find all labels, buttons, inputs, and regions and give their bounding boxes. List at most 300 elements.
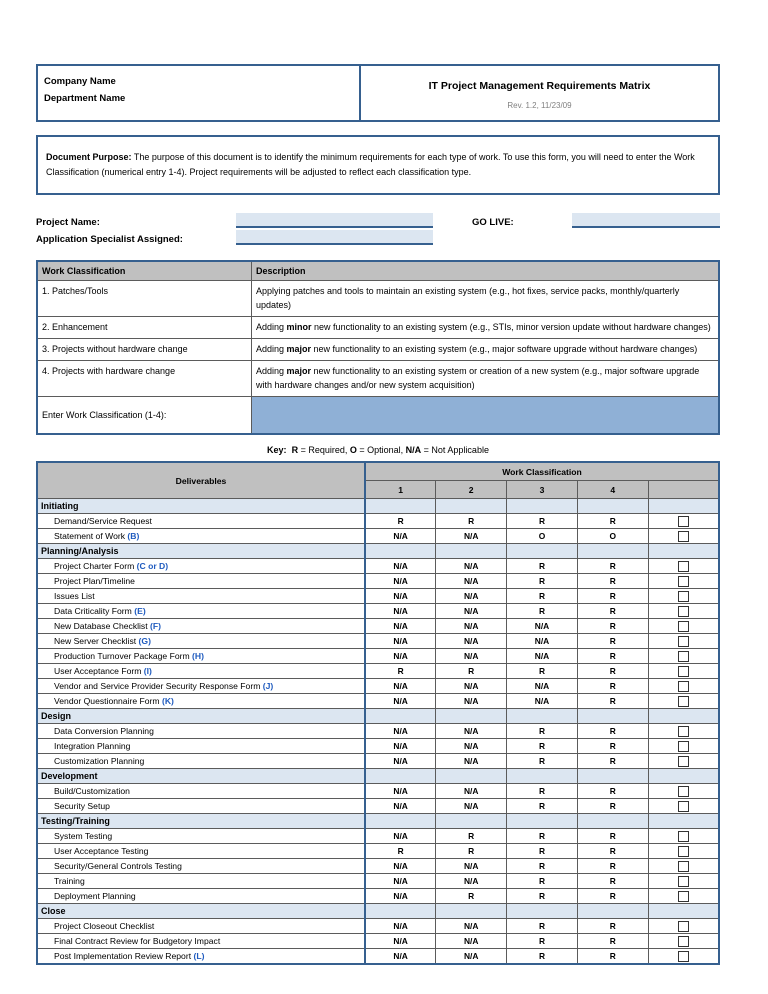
table-row (37, 889, 719, 904)
checkbox-icon[interactable] (678, 786, 689, 797)
checkbox-icon[interactable] (678, 891, 689, 902)
requirement-value-class-1: N/A (365, 859, 436, 874)
deliverable-label-cell (37, 934, 365, 949)
requirement-value-class-1: N/A (365, 559, 436, 574)
deliverable-form-code: (L) (193, 951, 205, 961)
requirement-value-class-3: R (507, 934, 578, 949)
deliverables-section-spacer-cell (648, 769, 719, 784)
checkbox-icon[interactable] (678, 666, 689, 677)
requirement-value-class-1: N/A (365, 619, 436, 634)
table-row (37, 739, 719, 754)
requirement-value-class-1: N/A (365, 949, 436, 965)
checkbox-icon[interactable] (678, 936, 689, 947)
requirement-value-class-4: O (577, 529, 648, 544)
table-row (37, 829, 719, 844)
dv-header-deliverables: Deliverables (37, 462, 365, 499)
checkbox-icon[interactable] (678, 681, 689, 692)
deliverable-label: Project Closeout Checklist (54, 921, 155, 931)
checkbox-icon[interactable] (678, 651, 689, 662)
deliverables-section-spacer-cell (648, 544, 719, 559)
requirement-value-class-2: N/A (436, 559, 507, 574)
deliverables-section-spacer-cell (365, 814, 436, 829)
requirement-value-class-2: R (436, 889, 507, 904)
requirement-value-class-4: R (577, 634, 648, 649)
table-row (37, 754, 719, 769)
requirement-value-class-2: N/A (436, 604, 507, 619)
checkbox-icon[interactable] (678, 636, 689, 647)
wc-classification-cell: 4. Projects with hardware change (37, 361, 252, 397)
deliverable-checkbox-cell[interactable] (648, 754, 719, 769)
deliverable-checkbox-cell[interactable] (648, 529, 719, 544)
wc-row (37, 339, 719, 361)
document-purpose-label: Document Purpose: (46, 152, 132, 162)
requirement-value-class-2: N/A (436, 919, 507, 934)
deliverable-label-cell (37, 514, 365, 529)
wc-desc-post: new functionality to an existing system (e.g., STIs, minor version update without hardware changes) (311, 322, 711, 332)
requirement-value-class-4: R (577, 874, 648, 889)
deliverables-section-label: Planning/Analysis (37, 544, 365, 559)
deliverable-checkbox-cell[interactable] (648, 619, 719, 634)
table-row (37, 694, 719, 709)
deliverable-label-cell (37, 724, 365, 739)
deliverables-section-spacer-cell (436, 814, 507, 829)
deliverable-label: New Database Checklist (54, 621, 151, 631)
requirement-value-class-1: N/A (365, 829, 436, 844)
department-name: Department Name (44, 93, 126, 104)
deliverable-label: Customization Planning (54, 756, 145, 766)
deliverable-label-cell (37, 574, 365, 589)
requirement-value-class-3: O (507, 529, 578, 544)
requirement-value-class-4: R (577, 559, 648, 574)
requirement-value-class-1: N/A (365, 574, 436, 589)
requirement-value-class-1: N/A (365, 649, 436, 664)
requirement-value-class-2: N/A (436, 934, 507, 949)
deliverables-section-spacer-cell (507, 709, 578, 724)
deliverable-label: Project Charter Form (54, 561, 137, 571)
deliverables-section-spacer-cell (365, 544, 436, 559)
deliverable-checkbox-cell[interactable] (648, 859, 719, 874)
deliverable-label: Security Setup (54, 801, 110, 811)
requirement-value-class-4: R (577, 829, 648, 844)
dv-header-work-classification: Work Classification (365, 462, 719, 481)
requirement-value-class-3: R (507, 604, 578, 619)
deliverable-label-cell (37, 889, 365, 904)
requirement-value-class-1: N/A (365, 934, 436, 949)
document-title-block (361, 66, 718, 120)
wc-desc-pre: Adding (256, 344, 287, 354)
requirement-value-class-2: N/A (436, 634, 507, 649)
deliverable-checkbox-cell[interactable] (648, 919, 719, 934)
deliverable-label: Project Plan/Timeline (54, 576, 135, 586)
requirement-value-class-4: R (577, 574, 648, 589)
deliverable-label-cell (37, 754, 365, 769)
requirement-value-class-4: R (577, 844, 648, 859)
go-live-row (472, 211, 720, 228)
deliverables-section-spacer-cell (436, 499, 507, 514)
deliverables-section-spacer-cell (365, 499, 436, 514)
requirement-value-class-1: R (365, 514, 436, 529)
deliverable-label: Training (54, 876, 85, 886)
key-r-code: R (291, 445, 299, 455)
requirement-value-class-3: R (507, 724, 578, 739)
page-title: IT Project Management Requirements Matrix (428, 80, 651, 92)
deliverables-section-spacer-cell (577, 544, 648, 559)
deliverables-header-row-1 (37, 462, 719, 481)
table-row (37, 514, 719, 529)
wc-desc-post: new functionality to an existing system or creation of a new system (e.g., major software upgrade with hardware changes and/or new system acquisition) (256, 366, 700, 390)
deliverables-section-spacer-cell (365, 709, 436, 724)
requirement-value-class-2: R (436, 664, 507, 679)
deliverable-checkbox-cell[interactable] (648, 949, 719, 965)
requirement-value-class-1: N/A (365, 739, 436, 754)
checkbox-icon[interactable] (678, 921, 689, 932)
document-purpose-body: The purpose of this document is to identify the minimum requirements for each type of work. To use this form, you will need to enter the Work Classification (numerical entry 1-4). Project requirements will be adjusted to reflect each classification type. (46, 152, 695, 177)
requirement-value-class-2: N/A (436, 529, 507, 544)
deliverables-section-spacer-cell (577, 769, 648, 784)
deliverable-checkbox-cell[interactable] (648, 649, 719, 664)
deliverables-section-spacer-cell (365, 769, 436, 784)
requirement-value-class-4: R (577, 589, 648, 604)
checkbox-icon[interactable] (678, 741, 689, 752)
deliverable-label-cell (37, 919, 365, 934)
deliverables-section-spacer-cell (436, 544, 507, 559)
wc-description-cell (252, 339, 720, 361)
checkbox-icon[interactable] (678, 516, 689, 527)
deliverables-section-spacer-cell (648, 814, 719, 829)
deliverable-checkbox-cell[interactable] (648, 604, 719, 619)
requirement-value-class-2: N/A (436, 859, 507, 874)
requirement-value-class-2: N/A (436, 799, 507, 814)
deliverables-table (36, 461, 720, 965)
deliverable-label: User Acceptance Form (54, 666, 144, 676)
requirement-value-class-1: R (365, 664, 436, 679)
requirement-value-class-3: R (507, 829, 578, 844)
deliverable-label: New Server Checklist (54, 636, 139, 646)
key-r-text: = Required, (298, 445, 350, 455)
deliverables-section-spacer-cell (577, 904, 648, 919)
checkbox-icon[interactable] (678, 621, 689, 632)
dv-header-col-4: 4 (577, 481, 648, 499)
requirement-value-class-3: N/A (507, 694, 578, 709)
deliverables-section-row (37, 499, 719, 514)
checkbox-icon[interactable] (678, 591, 689, 602)
deliverable-label-cell (37, 784, 365, 799)
deliverable-label: User Acceptance Testing (54, 846, 149, 856)
work-classification-entry-input[interactable] (252, 397, 720, 435)
table-row (37, 784, 719, 799)
dv-header-col-3: 3 (507, 481, 578, 499)
deliverable-label-cell (37, 679, 365, 694)
table-row (37, 919, 719, 934)
checkbox-icon[interactable] (678, 531, 689, 542)
deliverable-label-cell (37, 649, 365, 664)
deliverables-section-spacer-cell (577, 814, 648, 829)
revision-label: Rev. 1.2, 11/23/09 (507, 101, 572, 110)
requirement-value-class-1: N/A (365, 799, 436, 814)
requirement-value-class-4: R (577, 679, 648, 694)
deliverable-label: Vendor Questionnaire Form (54, 696, 162, 706)
table-row (37, 679, 719, 694)
wc-desc-emphasis: major (286, 344, 312, 354)
requirement-value-class-3: R (507, 949, 578, 965)
dv-header-col-1: 1 (365, 481, 436, 499)
deliverable-label: Statement of Work (54, 531, 128, 541)
deliverable-label-cell (37, 949, 365, 965)
wc-description-cell (252, 281, 720, 317)
deliverable-label-cell (37, 559, 365, 574)
app-specialist-label: Application Specialist Assigned: (36, 234, 183, 245)
requirement-value-class-4: R (577, 784, 648, 799)
requirement-value-class-1: N/A (365, 919, 436, 934)
requirement-value-class-1: N/A (365, 889, 436, 904)
requirement-value-class-3: R (507, 514, 578, 529)
table-row (37, 859, 719, 874)
table-row (37, 529, 719, 544)
deliverable-checkbox-cell[interactable] (648, 589, 719, 604)
requirement-value-class-3: R (507, 754, 578, 769)
wc-header-description: Description (252, 261, 720, 281)
deliverable-checkbox-cell[interactable] (648, 784, 719, 799)
deliverable-form-code: (E) (134, 606, 146, 616)
deliverable-form-code: (C or D) (136, 561, 169, 571)
requirement-value-class-2: N/A (436, 784, 507, 799)
requirement-value-class-3: R (507, 784, 578, 799)
work-classification-header-row (37, 261, 719, 281)
table-row (37, 949, 719, 965)
deliverables-section-spacer-cell (436, 769, 507, 784)
deliverable-label: Demand/Service Request (54, 516, 152, 526)
deliverable-label: Security/General Controls Testing (54, 861, 182, 871)
requirement-value-class-1: N/A (365, 589, 436, 604)
deliverable-label: Production Turnover Package Form (54, 651, 193, 661)
wc-header-classification: Work Classification (37, 261, 252, 281)
deliverables-section-spacer-cell (577, 709, 648, 724)
wc-desc-emphasis: minor (286, 322, 312, 332)
requirement-value-class-4: R (577, 664, 648, 679)
key-prefix: Key: (267, 445, 287, 455)
deliverable-checkbox-cell[interactable] (648, 574, 719, 589)
app-specialist-input[interactable] (236, 230, 433, 245)
requirement-value-class-3: R (507, 574, 578, 589)
deliverable-label: Deployment Planning (54, 891, 136, 901)
deliverable-checkbox-cell[interactable] (648, 724, 719, 739)
deliverable-label-cell (37, 604, 365, 619)
deliverable-form-code: (G) (138, 636, 151, 646)
deliverables-section-row (37, 709, 719, 724)
requirement-value-class-1: N/A (365, 604, 436, 619)
requirement-value-class-3: R (507, 889, 578, 904)
deliverable-form-code: (F) (150, 621, 161, 631)
deliverable-checkbox-cell[interactable] (648, 664, 719, 679)
deliverables-section-spacer-cell (507, 769, 578, 784)
wc-description-cell (252, 317, 720, 339)
requirement-value-class-4: R (577, 799, 648, 814)
table-row (37, 619, 719, 634)
document-purpose-block (36, 135, 720, 195)
requirement-value-class-2: N/A (436, 574, 507, 589)
table-row (37, 574, 719, 589)
requirement-value-class-2: N/A (436, 739, 507, 754)
checkbox-icon[interactable] (678, 756, 689, 767)
deliverable-checkbox-cell[interactable] (648, 844, 719, 859)
go-live-input[interactable] (572, 213, 720, 228)
requirement-value-class-3: R (507, 874, 578, 889)
requirement-value-class-3: N/A (507, 634, 578, 649)
requirement-value-class-3: R (507, 739, 578, 754)
requirement-value-class-2: R (436, 844, 507, 859)
requirement-value-class-1: N/A (365, 679, 436, 694)
document-purpose-text (46, 150, 708, 180)
work-classification-table (36, 260, 720, 435)
deliverable-checkbox-cell[interactable] (648, 634, 719, 649)
checkbox-icon[interactable] (678, 726, 689, 737)
table-row (37, 799, 719, 814)
wc-entry-label: Enter Work Classification (1-4): (37, 397, 252, 435)
deliverable-label: Issues List (54, 591, 95, 601)
project-fields (36, 211, 720, 247)
deliverable-checkbox-cell[interactable] (648, 514, 719, 529)
deliverable-label-cell (37, 529, 365, 544)
wc-row (37, 361, 719, 397)
requirement-value-class-2: N/A (436, 754, 507, 769)
checkbox-icon[interactable] (678, 576, 689, 587)
checkbox-icon[interactable] (678, 561, 689, 572)
deliverable-checkbox-cell[interactable] (648, 694, 719, 709)
deliverables-section-spacer-cell (577, 499, 648, 514)
deliverable-checkbox-cell[interactable] (648, 829, 719, 844)
deliverable-checkbox-cell[interactable] (648, 874, 719, 889)
deliverables-section-row (37, 769, 719, 784)
requirement-value-class-3: N/A (507, 649, 578, 664)
deliverable-label: Data Criticality Form (54, 606, 135, 616)
title-block (36, 64, 720, 122)
key-na-text: = Not Applicable (421, 445, 489, 455)
table-row (37, 724, 719, 739)
deliverables-section-spacer-cell (436, 709, 507, 724)
deliverables-section-label: Initiating (37, 499, 365, 514)
deliverables-section-spacer-cell (648, 499, 719, 514)
deliverable-label: Integration Planning (54, 741, 131, 751)
deliverables-section-spacer-cell (507, 814, 578, 829)
deliverable-label-cell (37, 589, 365, 604)
requirement-value-class-3: R (507, 589, 578, 604)
table-row (37, 934, 719, 949)
deliverable-checkbox-cell[interactable] (648, 799, 719, 814)
checkbox-icon[interactable] (678, 861, 689, 872)
deliverable-label: Build/Customization (54, 786, 130, 796)
checkbox-icon[interactable] (678, 846, 689, 857)
deliverables-section-spacer-cell (436, 904, 507, 919)
deliverable-checkbox-cell[interactable] (648, 559, 719, 574)
requirement-value-class-1: N/A (365, 529, 436, 544)
deliverable-label: Vendor and Service Provider Security Response Form (54, 681, 263, 691)
table-row (37, 634, 719, 649)
requirement-value-class-2: N/A (436, 679, 507, 694)
wc-desc-pre: Adding (256, 322, 287, 332)
requirement-value-class-4: R (577, 934, 648, 949)
deliverable-form-code: (J) (262, 681, 274, 691)
deliverables-section-label: Development (37, 769, 365, 784)
deliverables-section-spacer-cell (507, 904, 578, 919)
requirement-value-class-4: R (577, 514, 648, 529)
deliverables-section-label: Close (37, 904, 365, 919)
requirement-value-class-2: N/A (436, 949, 507, 965)
requirement-value-class-1: N/A (365, 754, 436, 769)
table-row (37, 559, 719, 574)
requirement-value-class-2: R (436, 514, 507, 529)
deliverables-section-label: Testing/Training (37, 814, 365, 829)
wc-desc-post: new functionality to an existing system (e.g., major software upgrade without hardware changes) (311, 344, 698, 354)
deliverables-section-row (37, 814, 719, 829)
legend-key (36, 445, 720, 455)
dv-header-col-2: 2 (436, 481, 507, 499)
table-row (37, 844, 719, 859)
deliverable-label-cell (37, 694, 365, 709)
requirement-value-class-2: N/A (436, 694, 507, 709)
wc-desc-pre: Adding (256, 366, 287, 376)
requirement-value-class-4: R (577, 859, 648, 874)
requirement-value-class-3: N/A (507, 679, 578, 694)
wc-classification-cell: 2. Enhancement (37, 317, 252, 339)
deliverable-label-cell (37, 619, 365, 634)
checkbox-icon[interactable] (678, 876, 689, 887)
deliverable-label-cell (37, 844, 365, 859)
deliverable-checkbox-cell[interactable] (648, 934, 719, 949)
deliverable-checkbox-cell[interactable] (648, 739, 719, 754)
requirement-value-class-4: R (577, 889, 648, 904)
requirement-value-class-1: N/A (365, 724, 436, 739)
deliverable-label: Data Conversion Planning (54, 726, 154, 736)
requirement-value-class-2: N/A (436, 649, 507, 664)
project-name-input[interactable] (236, 213, 433, 228)
deliverables-section-row (37, 544, 719, 559)
deliverable-label: System Testing (54, 831, 113, 841)
table-row (37, 589, 719, 604)
deliverable-checkbox-cell[interactable] (648, 679, 719, 694)
requirement-value-class-2: N/A (436, 589, 507, 604)
deliverable-form-code: (H) (192, 651, 204, 661)
requirement-value-class-4: R (577, 649, 648, 664)
deliverable-label-cell (37, 829, 365, 844)
deliverables-section-spacer-cell (648, 709, 719, 724)
deliverables-section-row (37, 904, 719, 919)
wc-classification-cell: 3. Projects without hardware change (37, 339, 252, 361)
checkbox-icon[interactable] (678, 801, 689, 812)
deliverable-form-code: (K) (161, 696, 174, 706)
checkbox-icon[interactable] (678, 831, 689, 842)
deliverables-section-label: Design (37, 709, 365, 724)
requirement-value-class-3: R (507, 859, 578, 874)
deliverables-section-spacer-cell (507, 499, 578, 514)
app-specialist-row (36, 228, 720, 245)
wc-desc-emphasis: major (286, 366, 312, 376)
requirement-value-class-1: N/A (365, 874, 436, 889)
checkbox-icon[interactable] (678, 696, 689, 707)
requirement-value-class-2: R (436, 829, 507, 844)
checkbox-icon[interactable] (678, 606, 689, 617)
deliverable-label-cell (37, 739, 365, 754)
company-name: Company Name (44, 76, 116, 87)
wc-desc-pre: Applying patches and tools to maintain an existing system (e.g., hot fixes, service packs, monthly/quarterly updates) (256, 286, 680, 310)
key-o-code: O (349, 445, 357, 455)
requirement-value-class-4: R (577, 754, 648, 769)
wc-entry-row (37, 397, 719, 435)
deliverables-section-spacer-cell (648, 904, 719, 919)
requirement-value-class-3: R (507, 664, 578, 679)
checkbox-icon[interactable] (678, 951, 689, 962)
table-row (37, 604, 719, 619)
deliverable-checkbox-cell[interactable] (648, 889, 719, 904)
